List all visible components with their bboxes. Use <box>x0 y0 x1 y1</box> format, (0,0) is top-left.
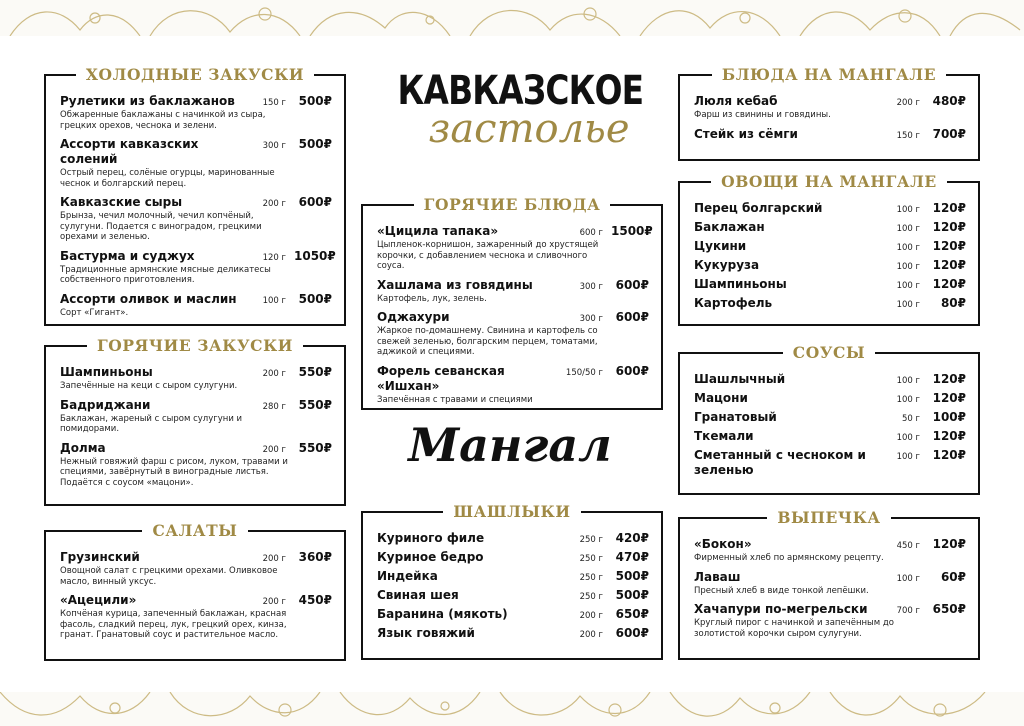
item-price: 120₽ <box>932 220 966 234</box>
item-weight: 200 г <box>262 444 286 455</box>
section-title: ВЫПЕЧКА <box>767 508 890 527</box>
item-price: 120₽ <box>932 277 966 291</box>
section-title: БЛЮДА НА МАНГАЛЕ <box>712 65 946 84</box>
item-name: Индейка <box>377 569 438 583</box>
menu-item <box>694 258 966 273</box>
item-name: Картофель <box>694 296 773 310</box>
menu-item <box>60 441 332 456</box>
item-name: Люля кебаб <box>694 94 778 108</box>
item-price: 100₽ <box>932 410 966 424</box>
item-price: 700₽ <box>932 126 966 141</box>
menu-item <box>377 310 649 325</box>
item-description: Запечённые на кеци с сыром сулугуни. <box>60 381 238 391</box>
item-weight: 280 г <box>262 401 286 412</box>
item-price: 120₽ <box>932 372 966 386</box>
item-name: Кавказские сыры <box>60 195 183 209</box>
item-price: 120₽ <box>932 429 966 443</box>
menu-item <box>60 292 332 307</box>
menu-item <box>377 364 649 394</box>
item-weight: 100 г <box>896 376 920 386</box>
menu-item <box>377 531 649 546</box>
item-name: Лаваш <box>694 569 741 584</box>
item-price: 550₽ <box>298 365 332 379</box>
section-title: ХОЛОДНЫЕ ЗАКУСКИ <box>76 65 314 84</box>
item-price: 500₽ <box>615 569 649 583</box>
item-name: «Бокон» <box>694 537 752 551</box>
menu-item <box>60 398 332 413</box>
item-weight: 100 г <box>262 295 286 306</box>
section-salads <box>44 521 346 661</box>
section-sauces <box>678 343 980 495</box>
menu-item <box>377 607 649 622</box>
section-hot-dishes <box>361 195 663 410</box>
item-weight: 200 г <box>262 597 286 607</box>
item-description: Брынза, чечил молочный, чечил копчёный, сулугуни. Подается с виноградом, грецкими орехами и зеленью. <box>60 211 262 242</box>
item-price: 60₽ <box>940 569 966 584</box>
item-price: 500₽ <box>298 137 332 151</box>
brand-logo <box>372 68 656 152</box>
section-cold-snacks <box>44 65 346 326</box>
section-title: ГОРЯЧИЕ ЗАКУСКИ <box>87 336 303 355</box>
menu-item <box>60 137 332 167</box>
item-price: 80₽ <box>940 296 966 310</box>
menu-item <box>60 248 336 264</box>
item-name: Шампиньоны <box>60 365 153 379</box>
item-weight: 100 г <box>896 452 920 462</box>
item-name: «Цицила тапака» <box>377 224 499 238</box>
item-weight: 200 г <box>262 554 286 564</box>
item-name: Сметанный с чесноком и зеленью <box>694 448 866 477</box>
menu-item <box>60 94 332 109</box>
item-weight: 200 г <box>262 369 286 379</box>
section-title: ШАШЛЫКИ <box>443 502 580 521</box>
item-name: Ассорти кавказских солений <box>60 137 199 166</box>
item-price: 1500₽ <box>611 224 653 238</box>
item-name: Ассорти оливок и маслин <box>60 291 237 306</box>
item-price: 120₽ <box>932 258 966 272</box>
item-weight: 50 г <box>902 414 920 424</box>
item-name: Хачапури по-мегрельски <box>694 602 868 616</box>
item-description: Нежный говяжий фарш с рисом, луком, травами и специями, завёрнутый в виноградные листья. Подаётся с соусом «мацони». <box>60 456 288 488</box>
item-price: 550₽ <box>298 397 332 412</box>
item-name: Рулетики из баклажанов <box>60 94 235 108</box>
item-price: 120₽ <box>932 391 966 405</box>
item-price: 120₽ <box>932 239 966 253</box>
item-price: 500₽ <box>615 588 649 602</box>
item-description: Круглый пирог с начинкой и запечённым до золотистой корочки сыром сулугуни. <box>694 618 894 639</box>
item-description: Сорт «Гигант». <box>60 307 129 318</box>
menu-item <box>694 537 966 552</box>
menu-item <box>694 277 966 292</box>
item-name: Шашлычный <box>694 372 786 386</box>
item-weight: 250 г <box>579 573 603 583</box>
item-price: 120₽ <box>932 201 966 215</box>
item-description: Жаркое по-домашнему. Свинина и картофель со свежей зеленью, болгарским перцем, томатами, аджикой и специями. <box>377 326 598 357</box>
section-vegetables <box>678 172 980 326</box>
item-description: Картофель, лук, зелень. <box>377 293 487 304</box>
item-name: Ткемали <box>694 429 754 443</box>
menu-item <box>694 201 966 216</box>
item-price: 500₽ <box>298 291 332 306</box>
menu-item <box>694 220 966 235</box>
item-price: 450₽ <box>298 593 332 607</box>
item-name: Куриного филе <box>377 531 485 545</box>
item-description: Фарш из свинины и говядины. <box>694 110 831 120</box>
item-price: 600₽ <box>615 310 649 324</box>
item-weight: 100 г <box>896 224 920 234</box>
item-weight: 100 г <box>896 262 920 272</box>
item-price: 600₽ <box>298 195 332 209</box>
item-name: Форель севанская «Ишхан» <box>377 363 505 393</box>
item-name: Язык говяжий <box>377 626 475 640</box>
menu-item <box>60 550 332 565</box>
item-name: Кукуруза <box>694 258 760 272</box>
item-weight: 250 г <box>579 554 603 564</box>
item-price: 120₽ <box>932 448 966 462</box>
item-weight: 250 г <box>579 535 603 545</box>
item-description: Баклажан, жареный с сыром сулугуни и помидорами. <box>60 413 243 434</box>
menu-item <box>377 569 649 584</box>
item-name: Свиная шея <box>377 588 459 602</box>
item-price: 500₽ <box>298 94 332 108</box>
item-name: Шампиньоны <box>694 277 787 291</box>
item-name: Баранина (мякоть) <box>377 607 508 621</box>
item-weight: 150 г <box>896 130 920 141</box>
menu-item <box>694 372 966 387</box>
item-weight: 100 г <box>896 300 920 310</box>
item-description: Пресный хлеб в виде тонкой лепёшки. <box>694 585 869 596</box>
item-description: Копчёная курица, запеченный баклажан, красная фасоль, сладкий перец, лук, грецкий орех, кинза, гранат. Гранатовый соус и растительное масло. <box>60 609 287 640</box>
item-description: Овощной салат с грецкими орехами. Оливковое масло, винный уксус. <box>60 566 278 587</box>
item-weight: 300 г <box>262 141 286 151</box>
menu-item <box>377 278 649 293</box>
item-price: 120₽ <box>932 537 966 551</box>
item-description: Обжаренные баклажаны с начинкой из сыра, грецких орехов, чеснока и зелени. <box>60 110 266 131</box>
menu-item <box>694 296 966 311</box>
item-price: 470₽ <box>615 550 649 564</box>
item-price: 550₽ <box>298 440 332 455</box>
menu-item <box>60 593 332 608</box>
section-title: САЛАТЫ <box>142 521 247 540</box>
menu-item <box>377 224 653 239</box>
item-name: Цукини <box>694 239 747 253</box>
menu-item <box>694 448 966 478</box>
item-name: Куриное бедро <box>377 550 484 564</box>
bottom-ornament-band <box>0 692 1024 726</box>
item-weight: 100 г <box>896 243 920 253</box>
item-description: Фирменный хлеб по армянскому рецепту. <box>694 553 884 563</box>
item-description: Острый перец, солёные огурцы, маринованные чеснок и болгарский перец. <box>60 168 275 189</box>
menu-item <box>377 626 649 641</box>
section-bakery <box>678 508 980 660</box>
section-title: СОУСЫ <box>783 343 875 362</box>
item-price: 1050₽ <box>294 248 336 263</box>
item-weight: 300 г <box>579 314 603 324</box>
item-weight: 450 г <box>896 541 920 551</box>
item-price: 600₽ <box>615 277 649 292</box>
section-title: ГОРЯЧИЕ БЛЮДА <box>414 195 611 214</box>
item-weight: 100 г <box>896 433 920 443</box>
item-weight: 120 г <box>262 252 286 263</box>
menu-item <box>694 429 966 444</box>
item-weight: 100 г <box>896 395 920 405</box>
item-price: 650₽ <box>615 607 649 621</box>
brand-title: КАВКАЗСКОЕ <box>397 68 644 114</box>
item-price: 600₽ <box>615 363 649 378</box>
item-price: 480₽ <box>932 94 966 108</box>
section-hot-snacks <box>44 336 346 506</box>
menu-item <box>377 588 649 603</box>
item-weight: 300 г <box>579 281 603 292</box>
item-weight: 100 г <box>896 205 920 215</box>
item-name: Гранатовый <box>694 410 777 424</box>
item-weight: 150/50 г <box>565 367 603 378</box>
mangal-script-label: Мангал <box>408 418 612 472</box>
item-name: Стейк из сёмги <box>694 126 798 141</box>
item-name: Грузинский <box>60 550 140 564</box>
item-description: Традиционные армянские мясные деликатесы собственного приготовления. <box>60 264 271 285</box>
item-name: «Ацецили» <box>60 593 137 607</box>
item-name: Баклажан <box>694 220 765 234</box>
item-name: Бастурма и суджух <box>60 248 195 263</box>
item-weight: 200 г <box>579 630 603 640</box>
menu-item <box>694 391 966 406</box>
section-title: ОВОЩИ НА МАНГАЛЕ <box>711 172 947 191</box>
menu-item <box>694 239 966 254</box>
item-weight: 200 г <box>896 98 920 108</box>
section-grill <box>678 65 980 161</box>
item-price: 600₽ <box>615 626 649 640</box>
item-weight: 200 г <box>579 611 603 621</box>
item-price: 650₽ <box>932 602 966 616</box>
menu-item <box>694 410 966 425</box>
item-weight: 250 г <box>579 592 603 602</box>
brand-subtitle: застолье <box>428 106 630 152</box>
item-weight: 700 г <box>896 606 920 616</box>
item-price: 420₽ <box>615 531 649 545</box>
section-shashlik <box>361 502 663 660</box>
menu-item <box>694 127 966 142</box>
item-weight: 100 г <box>896 281 920 291</box>
menu-item <box>60 195 332 210</box>
item-price: 360₽ <box>298 550 332 564</box>
item-weight: 100 г <box>896 573 920 584</box>
item-name: Долма <box>60 440 106 455</box>
item-weight: 600 г <box>579 228 603 238</box>
item-description: Запечённая с травами и специями <box>377 394 533 405</box>
item-name: Оджахури <box>377 310 450 324</box>
top-ornament-band <box>0 0 1024 36</box>
item-name: Мацони <box>694 391 748 405</box>
item-weight: 150 г <box>262 98 286 108</box>
menu-item <box>694 602 966 617</box>
item-name: Хашлама из говядины <box>377 277 533 292</box>
menu-item <box>694 94 966 109</box>
item-name: Бадриджани <box>60 397 151 412</box>
item-name: Перец болгарский <box>694 201 823 215</box>
menu-item <box>60 365 332 380</box>
item-description: Цыпленок-корнишон, зажаренный до хрустящей корочки, с добавлением чеснока и сливочного соуса. <box>377 240 599 271</box>
menu-item <box>694 570 966 585</box>
item-weight: 200 г <box>262 199 286 209</box>
menu-item <box>377 550 649 565</box>
